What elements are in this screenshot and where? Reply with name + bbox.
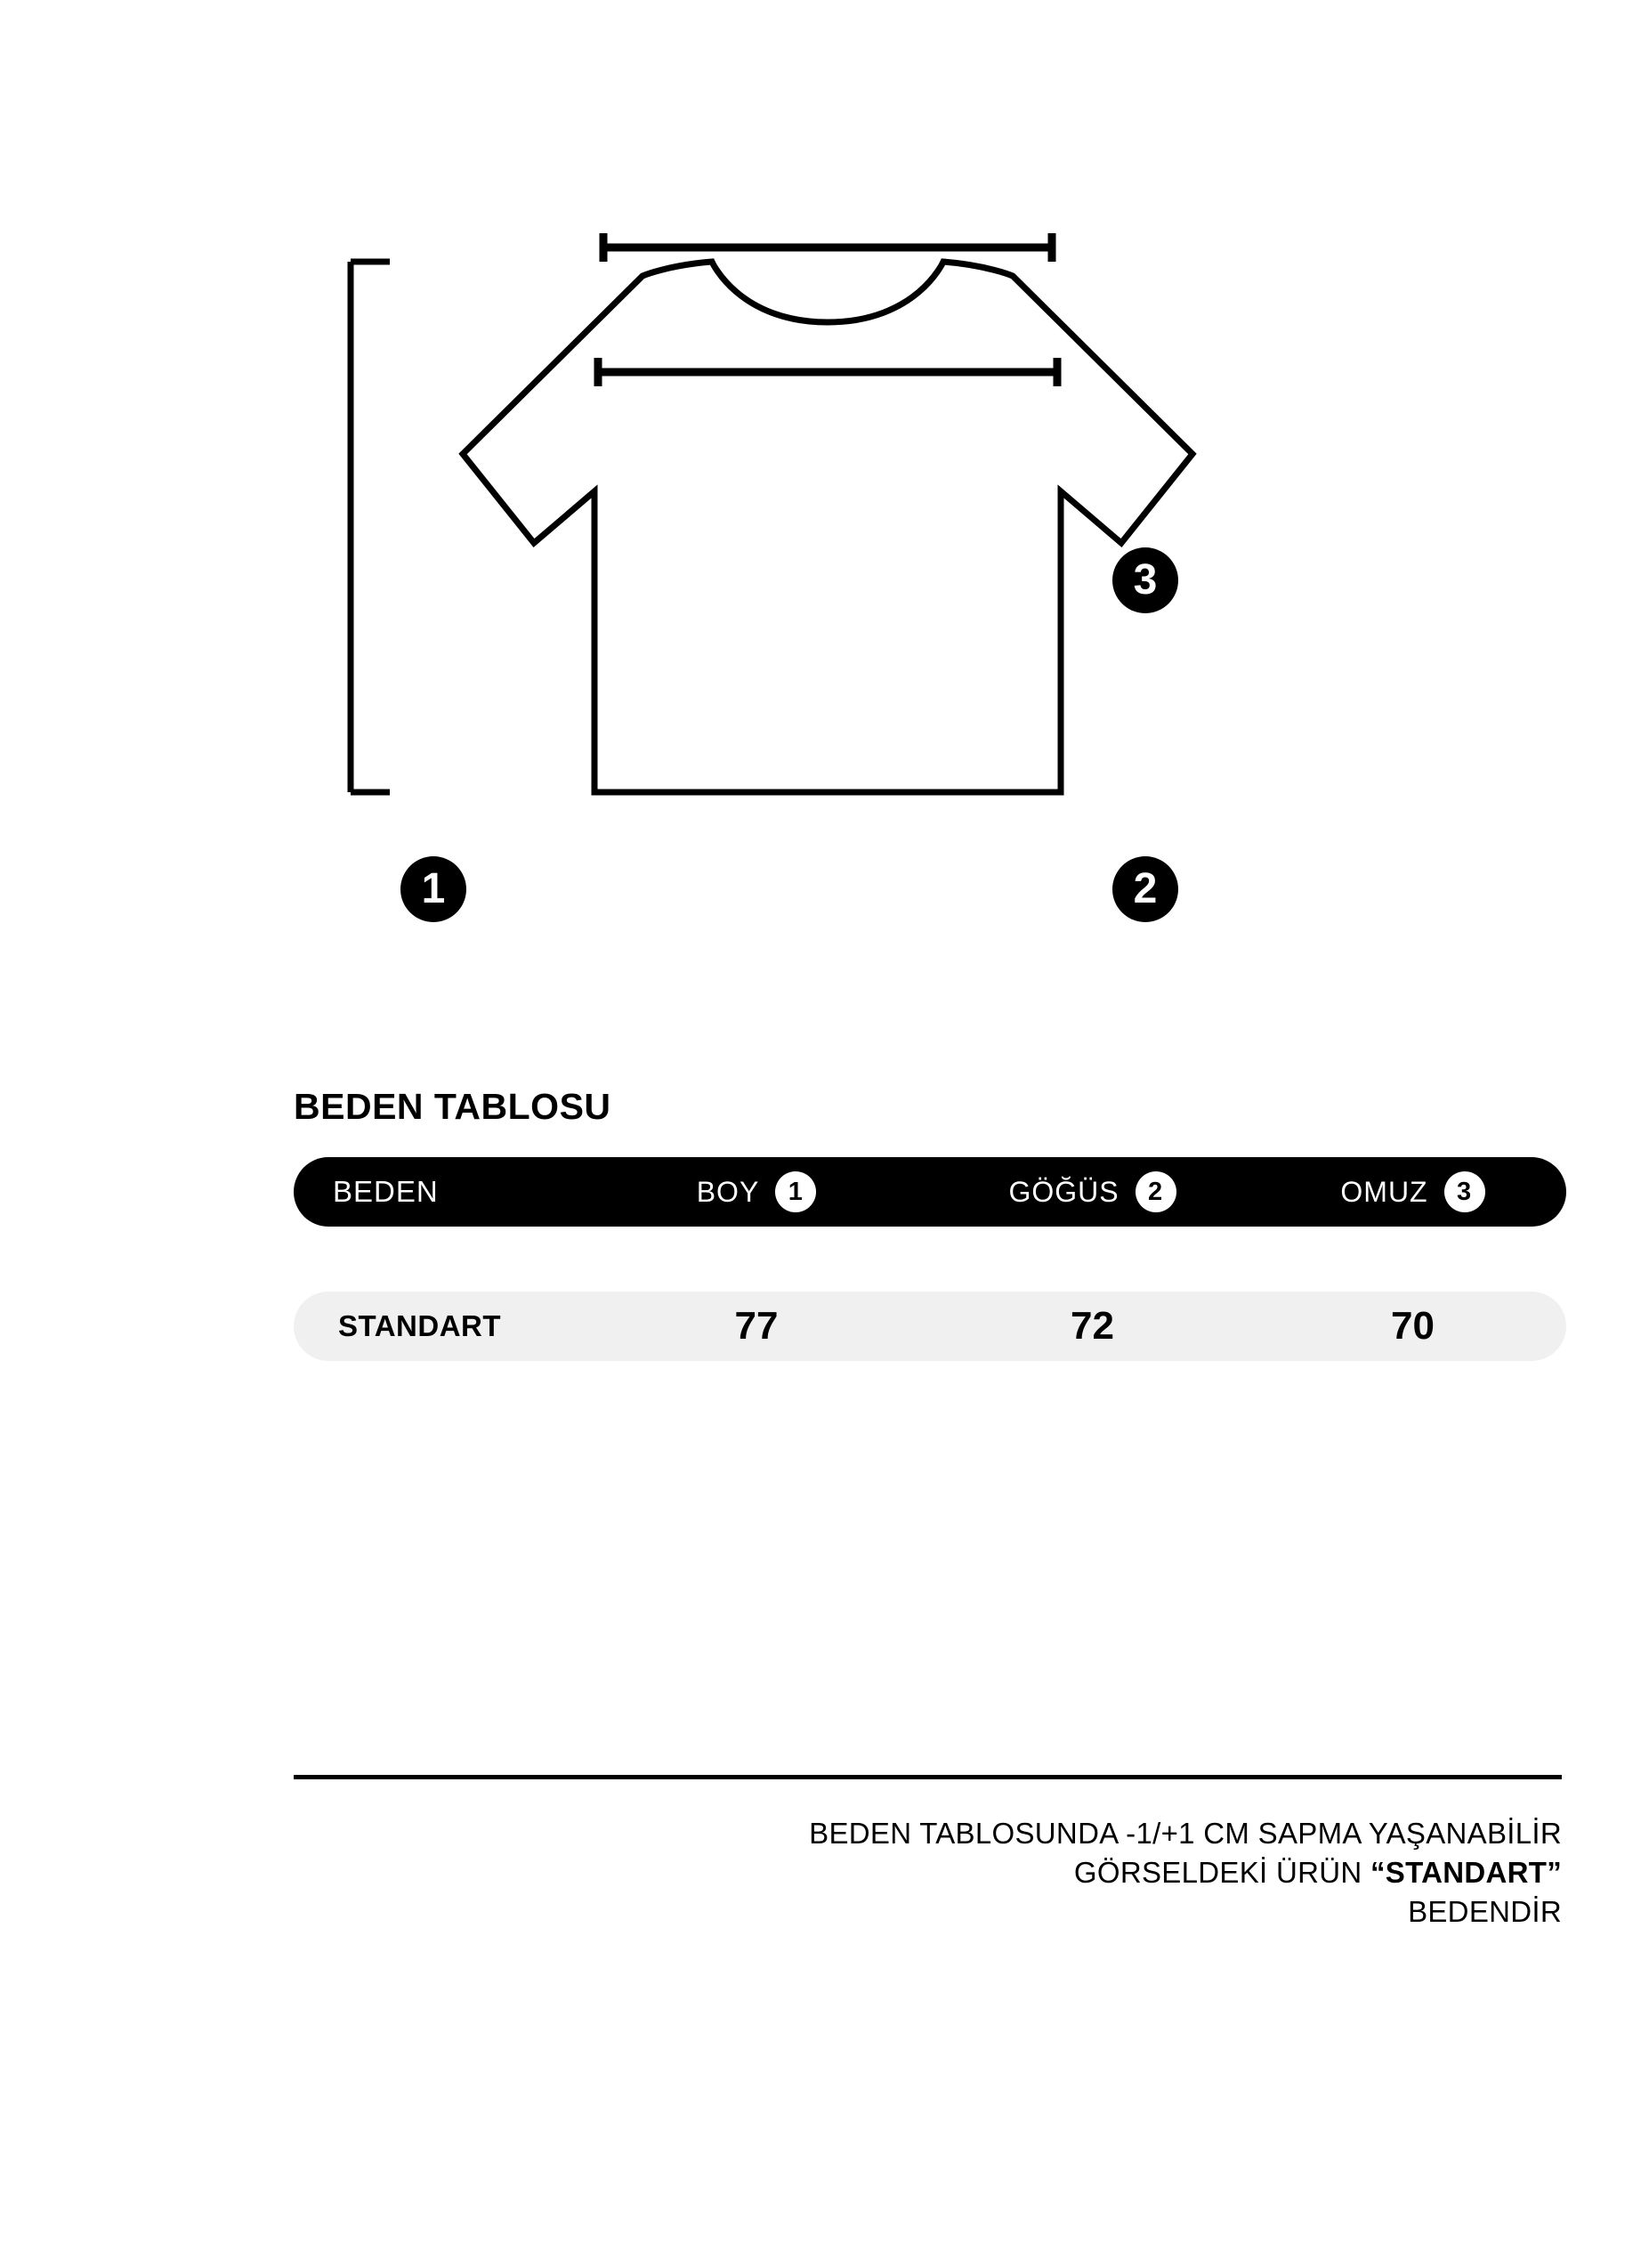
size-table xyxy=(294,1157,1566,1361)
column-header-omuz xyxy=(1259,1171,1566,1212)
garment-diagram xyxy=(294,258,1362,988)
column-header-boy xyxy=(587,1171,926,1212)
chart-title: BEDEN TABLOSU xyxy=(294,1086,611,1127)
column-header-gogus-label: GÖĞÜS xyxy=(1008,1175,1120,1208)
column-header-beden xyxy=(294,1175,587,1209)
column-header-omuz-label: OMUZ xyxy=(1340,1175,1428,1208)
column-badge-1: 1 xyxy=(775,1171,816,1212)
column-header-beden-label: BEDEN xyxy=(333,1175,439,1208)
table-header-row xyxy=(294,1157,1566,1227)
footer-note-line-2 xyxy=(294,1853,1562,1892)
footer-note-line-1: BEDEN TABLOSUNDA -1/+1 CM SAPMA YAŞANABİLİR xyxy=(809,1817,1562,1850)
shoulder-measure-svg xyxy=(294,221,1362,274)
footer-divider xyxy=(294,1775,1562,1779)
footer-note-line-2-prefix: GÖRSELDEKİ ÜRÜN xyxy=(1073,1855,1370,1889)
footer-note-line-2-strong: “STANDART” xyxy=(1370,1855,1562,1889)
column-header-boy-label: BOY xyxy=(696,1175,760,1208)
tshirt-shape xyxy=(463,262,1192,792)
cell-boy-value: 77 xyxy=(734,1304,779,1348)
footer-note xyxy=(294,1814,1562,1932)
cell-omuz-value: 70 xyxy=(1391,1304,1435,1348)
table-row xyxy=(294,1292,1566,1361)
measure-badge-2: 2 xyxy=(1112,856,1178,922)
length-bracket xyxy=(351,262,390,792)
measure-badge-3: 3 xyxy=(1112,547,1178,613)
measure-badge-1: 1 xyxy=(400,856,466,922)
chest-arrow xyxy=(598,358,1057,386)
column-header-gogus xyxy=(926,1171,1259,1212)
column-badge-2: 2 xyxy=(1136,1171,1176,1212)
footer-note-line-3: BEDENDİR xyxy=(1408,1894,1562,1928)
cell-size-name: STANDART xyxy=(338,1309,502,1342)
column-badge-3: 3 xyxy=(1444,1171,1485,1212)
cell-gogus-value: 72 xyxy=(1071,1304,1114,1348)
